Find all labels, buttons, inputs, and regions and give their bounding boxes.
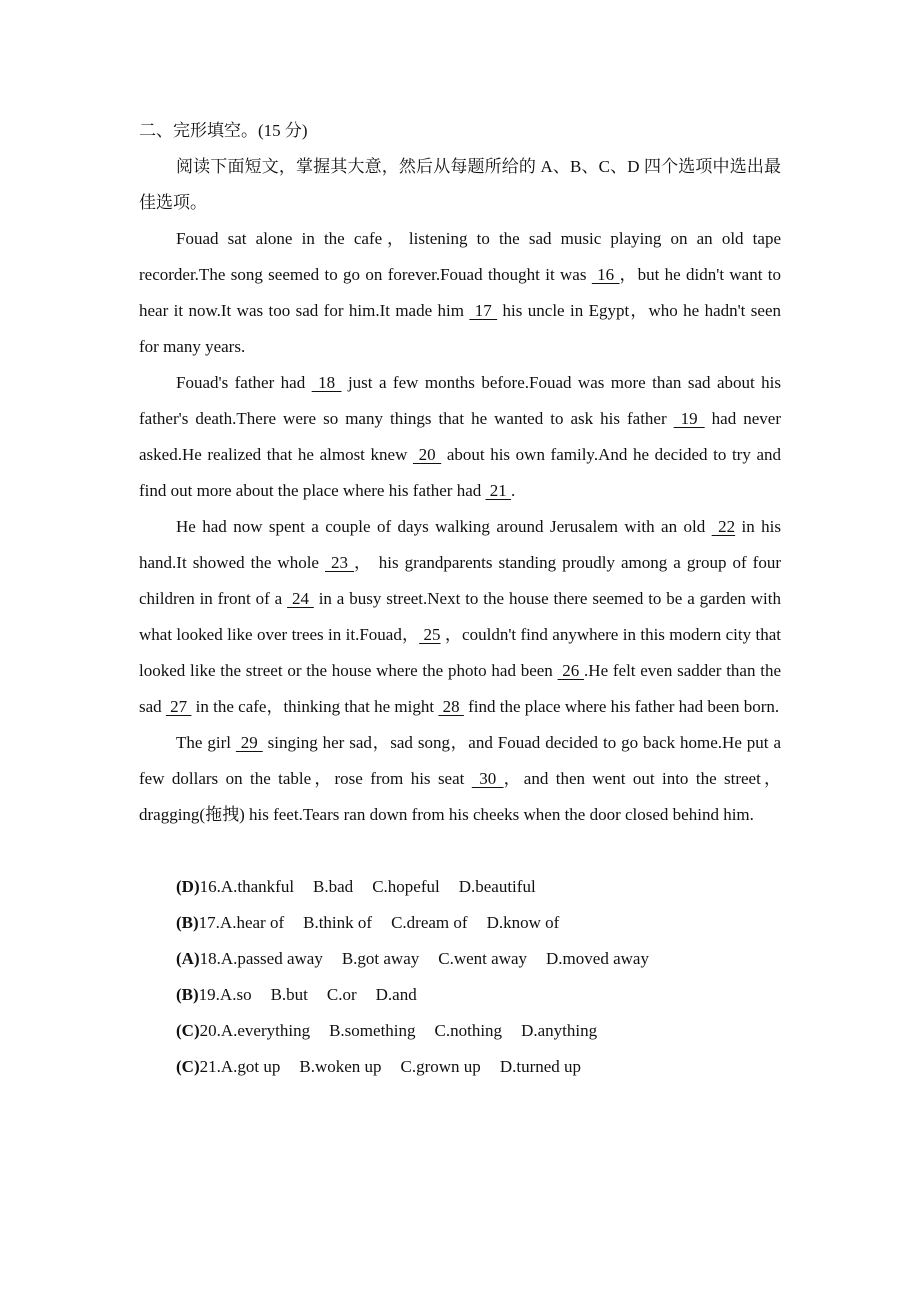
blank-25: 25 (419, 625, 441, 644)
passage-text: Fouad sat alone in the cafe，listening to the sad music playing on an old tape recorder.The song seemed to go on forever.Fouad thought it was (139, 229, 781, 284)
passage-text: find the place where his father had been born. (463, 697, 780, 716)
passage-text: singing her sad，sad song，and Fouad decided to go back home.He put a few dollars on the table，rose from his seat (139, 733, 781, 788)
choice-b: B.got away (341, 949, 420, 968)
passage-text: The girl (176, 733, 236, 752)
answer-key: (C) (176, 1021, 200, 1040)
content (139, 113, 781, 1085)
blank-30: 30 (471, 769, 504, 788)
blank-29: 29 (235, 733, 263, 752)
choice-b: B.woken up (299, 1057, 382, 1076)
passage-text: his uncle in Egypt，who he hadn't seen for many years. (139, 301, 781, 356)
question-17 (139, 905, 781, 941)
choice-b: B.bad (313, 877, 354, 896)
passage-text: in his hand.It showed the whole (139, 517, 782, 572)
answer-key: (B) (176, 985, 199, 1004)
passage-text: Fouad's father had (176, 373, 312, 392)
choice-a: A.everything (220, 1021, 311, 1040)
passage-text: about his own family.And he decided to try and find out more about the place where his father had (139, 445, 781, 500)
blank-16: 16 (591, 265, 620, 284)
choice-a: A.got up (220, 1057, 281, 1076)
choice-a: A.so (219, 985, 252, 1004)
question-list (139, 869, 781, 1085)
blank-18: 18 (311, 373, 342, 392)
passage-text: had never asked.He realized that he almost knew (139, 409, 781, 464)
choice-d: D.and (375, 985, 417, 1004)
question-20 (139, 1013, 781, 1049)
choice-c: C.or (326, 985, 357, 1004)
choice-a: A.thankful (220, 877, 295, 896)
question-18 (139, 941, 781, 977)
choice-d: D.beautiful (458, 877, 536, 896)
section-heading: 二、完形填空。(15 分) (139, 121, 308, 140)
blank-23: 23 (325, 553, 355, 572)
blank-22: 22 (711, 517, 736, 536)
instruction: 阅读下面短文，掌握其大意，然后从每题所给的 A、B、C、D 四个选项中选出最佳选项。 (139, 157, 781, 212)
answer-key: (A) (176, 949, 200, 968)
passage-text: ，but he didn't want to hear it now.It was too sad for him.It made him (139, 265, 782, 320)
passage-text: just a few months before.Fouad was more than sad about his father's death.There were so many things that he wanted to ask his father (139, 373, 781, 428)
answer-key: (C) (176, 1057, 200, 1076)
question-21 (139, 1049, 781, 1085)
passage-paragraph-3 (139, 509, 781, 725)
choice-c: C.nothing (434, 1021, 503, 1040)
choice-c: C.grown up (400, 1057, 481, 1076)
question-19 (139, 977, 781, 1013)
question-number: 19. (198, 985, 220, 1004)
question-16 (139, 869, 781, 905)
blank-20: 20 (412, 445, 442, 464)
passage-text: ，and then went out into the street，dragging(拖拽) his feet.Tears ran down from his cheeks when the door closed behind him. (139, 769, 781, 824)
choice-d: D.turned up (499, 1057, 582, 1076)
question-number: 16. (199, 877, 221, 896)
blank-26: 26 (557, 661, 585, 680)
passage-text: ， his grandparents standing proudly among a group of four children in front of a (139, 553, 782, 608)
passage-text: in the cafe，thinking that he might (191, 697, 439, 716)
choice-c: C.hopeful (372, 877, 440, 896)
passage-text: .He felt even sadder than the sad (139, 661, 781, 716)
choice-b: B.but (270, 985, 308, 1004)
question-number: 17. (198, 913, 220, 932)
choice-c: C.went away (438, 949, 528, 968)
choice-b: B.think of (303, 913, 373, 932)
choice-c: C.dream of (391, 913, 468, 932)
blank-27: 27 (165, 697, 192, 716)
blank-21: 21 (485, 481, 511, 500)
passage-text: . (510, 481, 516, 500)
question-number: 21. (199, 1057, 221, 1076)
answer-key: (D) (176, 877, 200, 896)
choice-b: B.something (329, 1021, 416, 1040)
choice-a: A.passed away (220, 949, 323, 968)
blank-24: 24 (287, 589, 314, 608)
passage-text: He had now spent a couple of days walking around Jerusalem with an old (176, 517, 712, 536)
passage-paragraph-1 (139, 221, 781, 365)
passage-paragraph-4 (139, 725, 781, 833)
passage-text: in a busy street.Next to the house there seemed to be a garden with what looked like over trees in it.Fouad， (139, 589, 781, 644)
question-number: 18. (199, 949, 221, 968)
choice-a: A.hear of (219, 913, 285, 932)
answer-key: (B) (176, 913, 199, 932)
blank-19: 19 (673, 409, 705, 428)
choice-d: D.moved away (546, 949, 649, 968)
choice-d: D.know of (486, 913, 560, 932)
blank-17: 17 (469, 301, 498, 320)
passage-paragraph-2 (139, 365, 781, 509)
question-number: 20. (199, 1021, 221, 1040)
passage-text: ，couldn't find anywhere in this modern city that looked like the street or the house where the photo had been (139, 625, 781, 680)
choice-d: D.anything (521, 1021, 598, 1040)
blank-28: 28 (438, 697, 464, 716)
